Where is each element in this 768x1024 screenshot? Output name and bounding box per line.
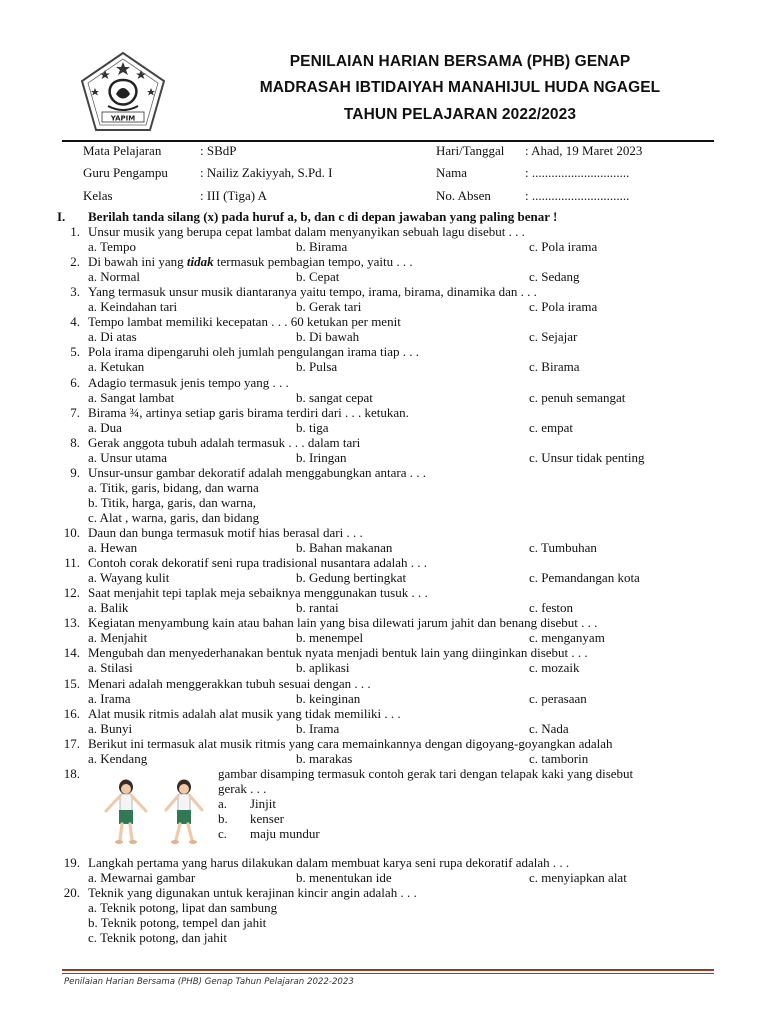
option-b: b. Irama	[296, 720, 340, 736]
option-b: b. Bahan makanan	[296, 540, 393, 556]
question-number: 19.	[63, 855, 80, 871]
question-text: gambar disamping termasuk contoh gerak tari dengan telapak kaki yang disebut	[218, 765, 634, 781]
option-c: c. Birama	[529, 359, 580, 375]
question-text: Mengubah dan menyederhanakan bentuk nyata menjadi bentuk lain yang diinginkan disebut . . .	[88, 645, 588, 661]
header-divider	[62, 140, 714, 142]
option-b: b. Titik, harga, garis, dan warna,	[88, 494, 257, 510]
question-number: 5.	[70, 344, 80, 360]
question-text-part: Di bawah ini yang	[88, 254, 187, 270]
teacher-value: : Nailiz Zakiyyah, S.Pd. I	[200, 165, 333, 180]
option-a: a. Di atas	[88, 329, 137, 345]
question-number: 14.	[63, 645, 80, 661]
option-b: b. Iringan	[296, 449, 347, 465]
question-text: Kegiatan menyambung kain atau bahan lain yang bisa dilewati jarum jahit dan benang disebut . . .	[88, 615, 598, 631]
question-text: Unsur musik yang berupa cepat lambat dalam menyanyikan sebuah lagu disebut . . .	[88, 224, 525, 239]
option-a: a. Balik	[88, 600, 129, 616]
question-text: Langkah pertama yang harus dilakukan dalam membuat karya seni rupa dekoratif adalah . . .	[88, 855, 570, 871]
option-a: a. Irama	[88, 690, 131, 706]
subject-value: : SBdP	[200, 143, 237, 158]
question-text: Tempo lambat memiliki kecepatan . . . 60 ketukan per menit	[88, 314, 401, 330]
option-c: c. tamborin	[529, 750, 589, 766]
question-text: Gerak anggota tubuh adalah termasuk . . . dalam tari	[88, 434, 361, 450]
option-b: b. tiga	[296, 419, 329, 435]
header-line-2: MADRASAH IBTIDAIYAH MANAHIJUL HUDA NGAGEL	[259, 79, 661, 96]
question-number: 4.	[70, 314, 80, 330]
subject-label: Mata Pelajaran	[83, 143, 162, 158]
option-a: a. Menjahit	[88, 630, 148, 646]
option-b: b. Cepat	[296, 269, 340, 285]
question-text: Birama ¾, artinya setiap garis birama terdiri dari . . . ketukan.	[88, 404, 409, 420]
option-a: a. Stilasi	[88, 660, 133, 676]
question-text: Pola irama dipengaruhi oleh jumlah pengulangan irama tiap . . .	[88, 344, 420, 360]
question-text-continued: gerak . . .	[218, 780, 267, 796]
option-c: c. perasaan	[529, 690, 587, 706]
question-text: Daun dan bunga termasuk motif hias berasal dari . . .	[88, 525, 363, 540]
yapim-logo	[78, 50, 168, 136]
question-text: Yang termasuk unsur musik diantaranya yaitu tempo, irama, birama, dinamika dan . . .	[88, 284, 537, 300]
teacher-label: Guru Pengampu	[83, 165, 168, 180]
option-a: a. Mewarnai gambar	[88, 870, 196, 886]
question-number: 11.	[64, 555, 80, 571]
question-text	[88, 254, 413, 269]
question-text: Contoh corak dekoratif seni rupa tradisional nusantara adalah . . .	[88, 555, 427, 571]
question-text: Berikut ini termasuk alat musik ritmis yang cara memainkannya dengan digoyang-goyangkan adalah	[88, 735, 613, 751]
question-text: Menari adalah menggerakkan tubuh sesuai dengan . . .	[88, 675, 371, 691]
option-c: c. Pola irama	[529, 239, 598, 255]
question-number: 12.	[63, 585, 80, 601]
option-b: b. menentukan ide	[296, 870, 392, 886]
dancer-figures-image	[100, 779, 212, 854]
absen-field: : ..............................	[525, 188, 630, 203]
option-letter: c.	[218, 826, 228, 841]
question-number: 17.	[63, 735, 80, 751]
option-c: c. mozaik	[529, 660, 580, 676]
option-a: a. Kendang	[88, 750, 148, 766]
question-number: 13.	[63, 615, 80, 631]
question-number: 16.	[63, 705, 80, 721]
option-b: b. Teknik potong, tempel dan jahit	[88, 915, 267, 931]
option-b: b. rantai	[296, 600, 339, 616]
question-number: 6.	[70, 374, 80, 390]
option-c: c. penuh semangat	[529, 389, 626, 405]
option-b: b. aplikasi	[296, 660, 350, 676]
name-field: : ..............................	[525, 165, 630, 180]
option-b: b. Gedung bertingkat	[296, 570, 407, 586]
question-number: 2.	[70, 254, 80, 270]
section-number: I.	[57, 209, 66, 224]
absen-label: No. Absen	[436, 188, 491, 203]
option-c: c. empat	[529, 419, 574, 435]
question-number: 3.	[70, 284, 80, 300]
option-a: a. Keindahan tari	[88, 299, 178, 315]
option-b: b. Pulsa	[296, 359, 338, 375]
option-c: c. Unsur tidak penting	[529, 449, 645, 465]
question-number: 15.	[63, 675, 80, 691]
option-a: a. Tempo	[88, 239, 136, 255]
section-instruction: Berilah tanda silang (x) pada huruf a, b, dan c di depan jawaban yang paling benar !	[88, 209, 558, 224]
option-c: c. Sedang	[529, 269, 580, 285]
question-text: Teknik yang digunakan untuk kerajinan kincir angin adalah . . .	[88, 885, 417, 901]
header-line-1: PENILAIAN HARIAN BERSAMA (PHB) GENAP	[289, 53, 631, 70]
question-number: 8.	[70, 434, 80, 450]
option-a: a. Unsur utama	[88, 449, 168, 465]
date-value: : Ahad, 19 Maret 2023	[525, 143, 643, 158]
date-label: Hari/Tanggal	[436, 143, 505, 158]
question-number: 7.	[70, 404, 80, 420]
question-number: 10.	[63, 525, 80, 540]
option-a: a. Bunyi	[88, 720, 133, 736]
option-c: c. Nada	[529, 720, 569, 736]
option-c: c. menganyam	[529, 630, 605, 646]
question-text: Adagio termasuk jenis tempo yang . . .	[88, 374, 289, 390]
option-b: b. keinginan	[296, 690, 361, 706]
option-b: b. sangat cepat	[296, 389, 373, 405]
option-c: c. Tumbuhan	[529, 540, 597, 556]
option-a: a. Ketukan	[88, 359, 145, 375]
option-c: c. Sejajar	[529, 329, 578, 345]
option-c: c. menyiapkan alat	[529, 870, 627, 886]
option-c: c. Teknik potong, dan jahit	[88, 930, 227, 946]
question-text: Alat musik ritmis adalah alat musik yang tidak memiliki . . .	[88, 705, 401, 721]
option-c: c. Pemandangan kota	[529, 570, 640, 586]
option-b: b. marakas	[296, 750, 353, 766]
option-a: a. Hewan	[88, 540, 138, 556]
svg-text:YAPIM: YAPIM	[110, 114, 136, 123]
option-c: c. Alat , warna, garis, dan bidang	[88, 509, 260, 525]
option-a: a. Sangat lambat	[88, 389, 175, 405]
option-a: a. Normal	[88, 269, 140, 285]
class-label: Kelas	[83, 188, 113, 203]
question-number: 9.	[70, 464, 80, 480]
option-c: c. Pola irama	[529, 299, 598, 315]
option-letter: a.	[218, 795, 228, 811]
name-label: Nama	[436, 165, 468, 180]
header-line-3: TAHUN PELAJARAN 2022/2023	[343, 106, 577, 123]
option-c: c. feston	[529, 600, 574, 616]
option-a: a. Titik, garis, bidang, dan warna	[88, 479, 259, 495]
option-b: kenser	[250, 810, 284, 826]
option-b: b. Di bawah	[296, 329, 360, 345]
question-text: Unsur-unsur gambar dekoratif adalah menggabungkan antara . . .	[88, 464, 426, 480]
option-a: a. Teknik potong, lipat dan sambung	[88, 900, 278, 916]
option-letter: b.	[218, 810, 228, 826]
option-b: b. menempel	[296, 630, 364, 646]
question-number: 1.	[70, 224, 80, 239]
option-a: a. Dua	[88, 419, 122, 435]
option-c: maju mundur	[250, 826, 320, 841]
footer-rule-thick	[62, 969, 714, 971]
class-value: : III (Tiga) A	[200, 188, 268, 203]
question-number: 20.	[63, 885, 80, 901]
footer-text: Penilaian Harian Bersama (PHB) Genap Tahun Pelajaran 2022-2023	[64, 977, 354, 987]
question-text-part: termasuk pembagian tempo, yaitu . . .	[213, 254, 413, 270]
footer-rule-thin	[62, 973, 714, 974]
question-number: 18.	[63, 765, 80, 781]
option-b: b. Birama	[296, 239, 348, 255]
option-b: b. Gerak tari	[296, 299, 362, 315]
option-a: Jinjit	[250, 795, 277, 811]
option-a: a. Wayang kulit	[88, 570, 170, 586]
emphasis-word: tidak	[186, 254, 214, 270]
question-text: Saat menjahit tepi taplak meja sebaiknya menggunakan tusuk . . .	[88, 585, 428, 601]
